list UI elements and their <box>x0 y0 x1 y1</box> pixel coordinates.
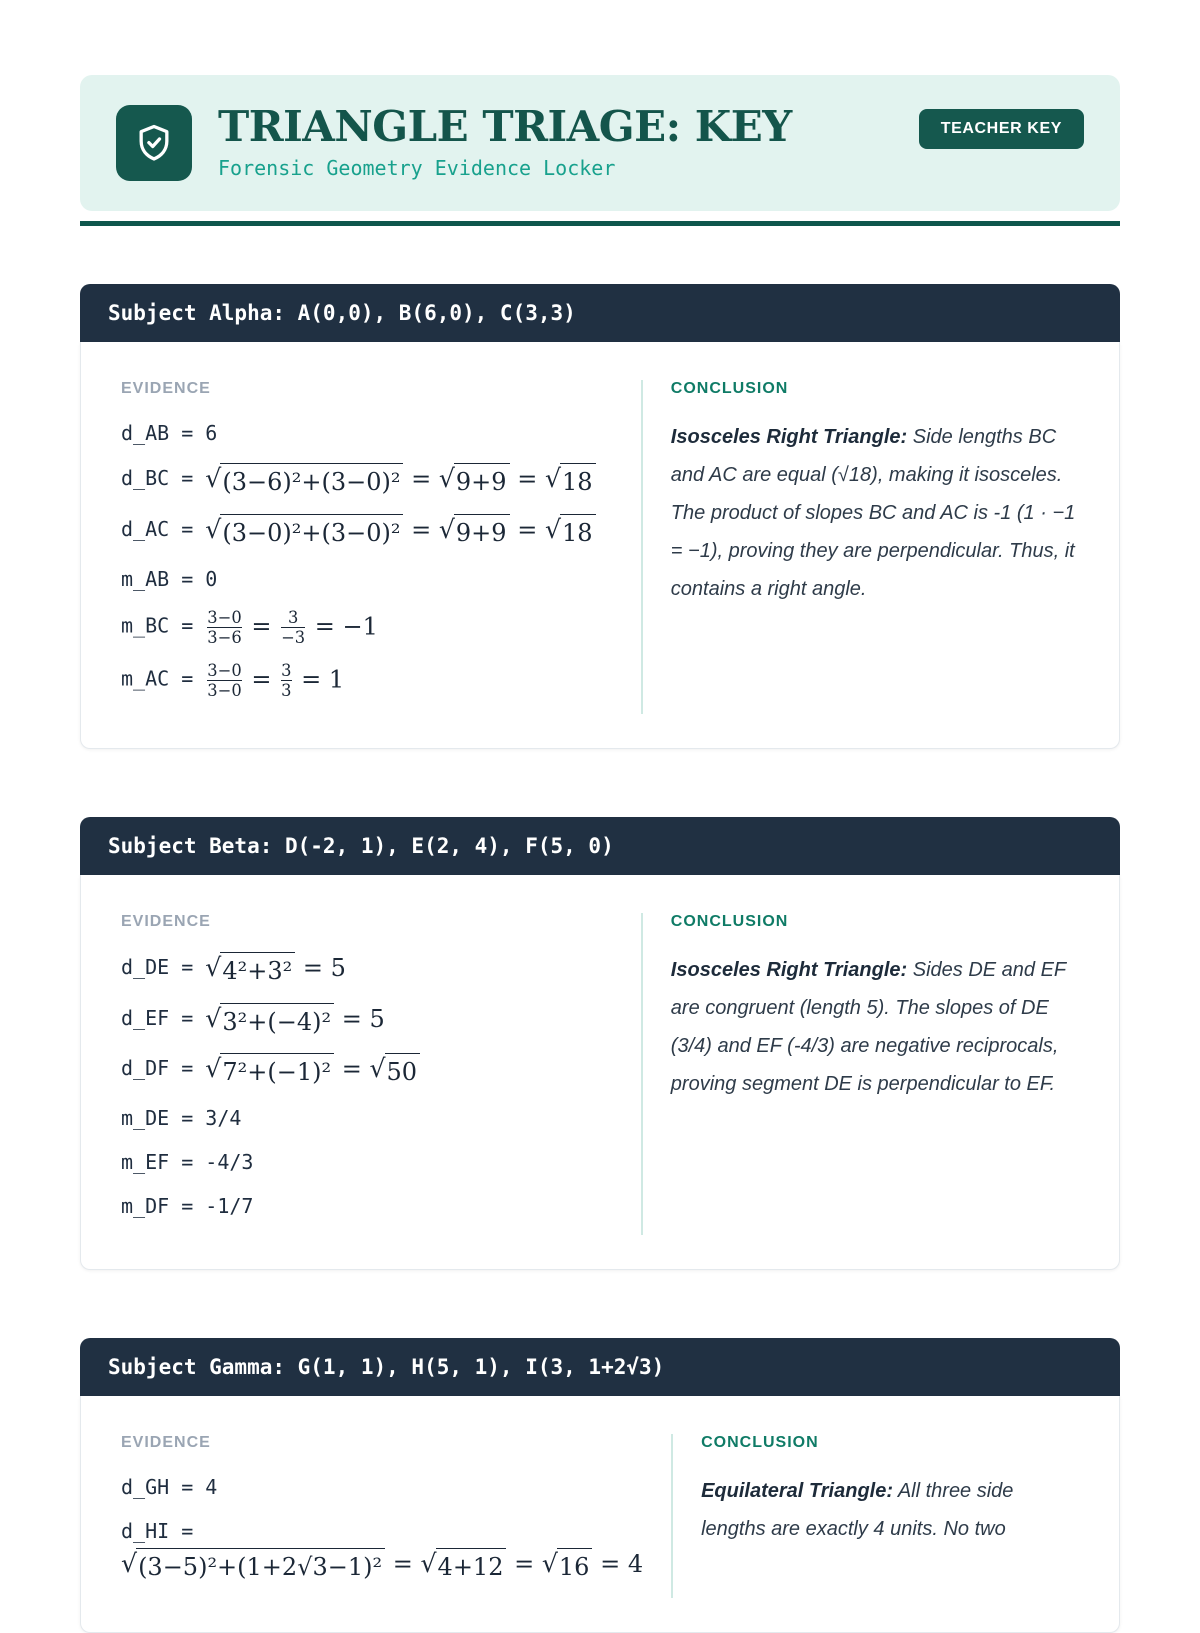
evidence-line: d_HI = √ (3−5)²+(1+2√3−1)² = √ 4+12 = √ 16 = 4 <box>121 1516 643 1585</box>
conclusion-column <box>671 380 1079 714</box>
conclusion-label: CONCLUSION <box>670 912 789 930</box>
square-root: √ 18 <box>545 514 596 551</box>
fraction: $\frac{3}{-3}$ <box>281 607 306 648</box>
square-root: √ 7²+(−1)² <box>205 1053 334 1090</box>
evidence-label: EVIDENCE <box>121 912 211 930</box>
page-subtitle: Forensic Geometry Evidence Locker <box>218 156 616 180</box>
conclusion-body: All three side lengths are exactly 4 units. No two <box>701 1480 1014 1541</box>
conclusion-text <box>671 418 1079 608</box>
evidence-list <box>121 1472 643 1585</box>
evidence-column <box>121 380 613 714</box>
square-root: √ 4+12 <box>420 1548 506 1585</box>
math-expression: √ 7²+(−1)² = √ 50 <box>205 1052 420 1090</box>
header-divider <box>80 221 1120 226</box>
column-divider <box>671 1434 673 1598</box>
square-root: √ (3−5)²+(1+2√3−1)² <box>121 1548 385 1585</box>
subject-card-body <box>80 1396 1120 1633</box>
subject-card-body <box>80 875 1120 1270</box>
evidence-line: d_AB = 6 <box>121 421 218 445</box>
page <box>80 0 1120 1633</box>
evidence-column <box>121 1434 643 1598</box>
evidence-list <box>121 418 613 701</box>
evidence-line: d_EF = √ 3²+(−4)² = 5 <box>121 1002 613 1040</box>
square-root: √ (3−0)²+(3−0)² <box>205 514 403 551</box>
column-divider <box>641 380 643 714</box>
evidence-line: d_GH = 4 <box>121 1475 218 1500</box>
math-expression: √ (3−6)²+(3−0)² = √ 9+9 = √ 18 <box>205 462 595 500</box>
math-expression: √ (3−5)²+(1+2√3−1)² = √ 4+12 = √ 16 = 4 <box>121 1547 643 1585</box>
conclusion-lead: Isosceles Right Triangle: <box>670 958 908 981</box>
evidence-line: m_DF = -1/7 <box>121 1194 254 1219</box>
evidence-line: m_AC = $\frac{3-0}{3-0}$ = $\frac{3}{3}$ = 1 <box>121 660 345 701</box>
math-expression: √ 4²+3² = 5 <box>205 951 346 989</box>
square-root: √ (3−6)²+(3−0)² <box>205 463 403 500</box>
teacher-key-badge: TEACHER KEY <box>919 109 1084 149</box>
conclusion-label: CONCLUSION <box>670 380 789 397</box>
square-root: √ 18 <box>545 463 596 500</box>
evidence-line: m_BC = $\frac{3-0}{3-6}$ = $\frac{3}{-3}$ = −1 <box>121 607 378 648</box>
evidence-line: d_DF = √ 7²+(−1)² = √ 50 <box>121 1052 613 1090</box>
title-block <box>218 102 792 180</box>
subject-card-gamma <box>80 1338 1120 1633</box>
page-title: TRIANGLE TRIAGE: KEY <box>218 102 792 151</box>
conclusion-body: Sides DE and EF are congruent (length 5). The slopes of DE (3/4) and EF (-4/3) are negative reciprocals, proving segment DE is perpendicular to EF. <box>670 958 1066 1095</box>
square-root: √ 50 <box>369 1053 420 1090</box>
evidence-line: m_DE = 3/4 <box>121 1106 242 1131</box>
evidence-line: m_AB = 0 <box>121 566 218 591</box>
fraction: $\frac{3-0}{3-0}$ <box>207 660 242 701</box>
conclusion-body: Side lengths BC and AC are equal (√18), making it isosceles. The product of slopes BC and AC is -1 (1 · −1 = −1), proving they are perpendicular. Thus, it contains a right angle. <box>670 426 1076 600</box>
evidence-list <box>121 951 613 1222</box>
square-root: √ 16 <box>542 1548 593 1585</box>
conclusion-lead: Isosceles Right Triangle: <box>670 426 908 448</box>
fraction: $\frac{3-0}{3-6}$ <box>207 607 242 648</box>
subject-card-title: Subject Beta: D(-2, 1), E(2, 4), F(5, 0) <box>80 817 1120 875</box>
subject-card-alpha <box>80 284 1120 749</box>
math-expression: √ 3²+(−4)² = 5 <box>205 1002 384 1040</box>
evidence-line: d_BC = √ (3−6)²+(3−0)² = √ 9+9 = √ 18 <box>121 462 613 500</box>
square-root: √ 9+9 <box>439 463 510 500</box>
subject-card-title: Subject Gamma: G(1, 1), H(5, 1), I(3, 1+2√3) <box>80 1338 1120 1396</box>
conclusion-lead: Equilateral Triangle: <box>701 1480 893 1503</box>
fraction: $\frac{3}{3}$ <box>281 660 292 701</box>
square-root: √ 4²+3² <box>205 952 295 989</box>
shield-check-icon <box>116 105 192 181</box>
conclusion-column <box>671 913 1079 1235</box>
evidence-column <box>121 913 613 1235</box>
evidence-line: d_AC = √ (3−0)²+(3−0)² = √ 9+9 = √ 18 <box>121 513 613 551</box>
conclusion-text <box>701 1472 1015 1548</box>
column-divider <box>641 913 643 1235</box>
math-expression: $\frac{3-0}{3-0}$ = $\frac{3}{3}$ = 1 <box>207 660 345 701</box>
evidence-line: d_DE = √ 4²+3² = 5 <box>121 951 613 989</box>
conclusion-column <box>701 1434 1015 1598</box>
header <box>80 75 1120 211</box>
math-expression: $\frac{3-0}{3-6}$ = $\frac{3}{-3}$ = −1 <box>207 607 378 648</box>
conclusion-text <box>671 951 1079 1103</box>
subject-card-body <box>80 342 1120 749</box>
subject-card-beta <box>80 817 1120 1270</box>
subject-card-title: Subject Alpha: A(0,0), B(6,0), C(3,3) <box>80 284 1120 342</box>
evidence-line: m_EF = -4/3 <box>121 1150 254 1175</box>
square-root: √ 9+9 <box>439 514 510 551</box>
evidence-label: EVIDENCE <box>121 380 211 397</box>
evidence-label: EVIDENCE <box>121 1434 211 1452</box>
math-expression: √ (3−0)²+(3−0)² = √ 9+9 = √ 18 <box>205 513 595 551</box>
square-root: √ 3²+(−4)² <box>205 1003 334 1040</box>
conclusion-label: CONCLUSION <box>701 1434 819 1452</box>
